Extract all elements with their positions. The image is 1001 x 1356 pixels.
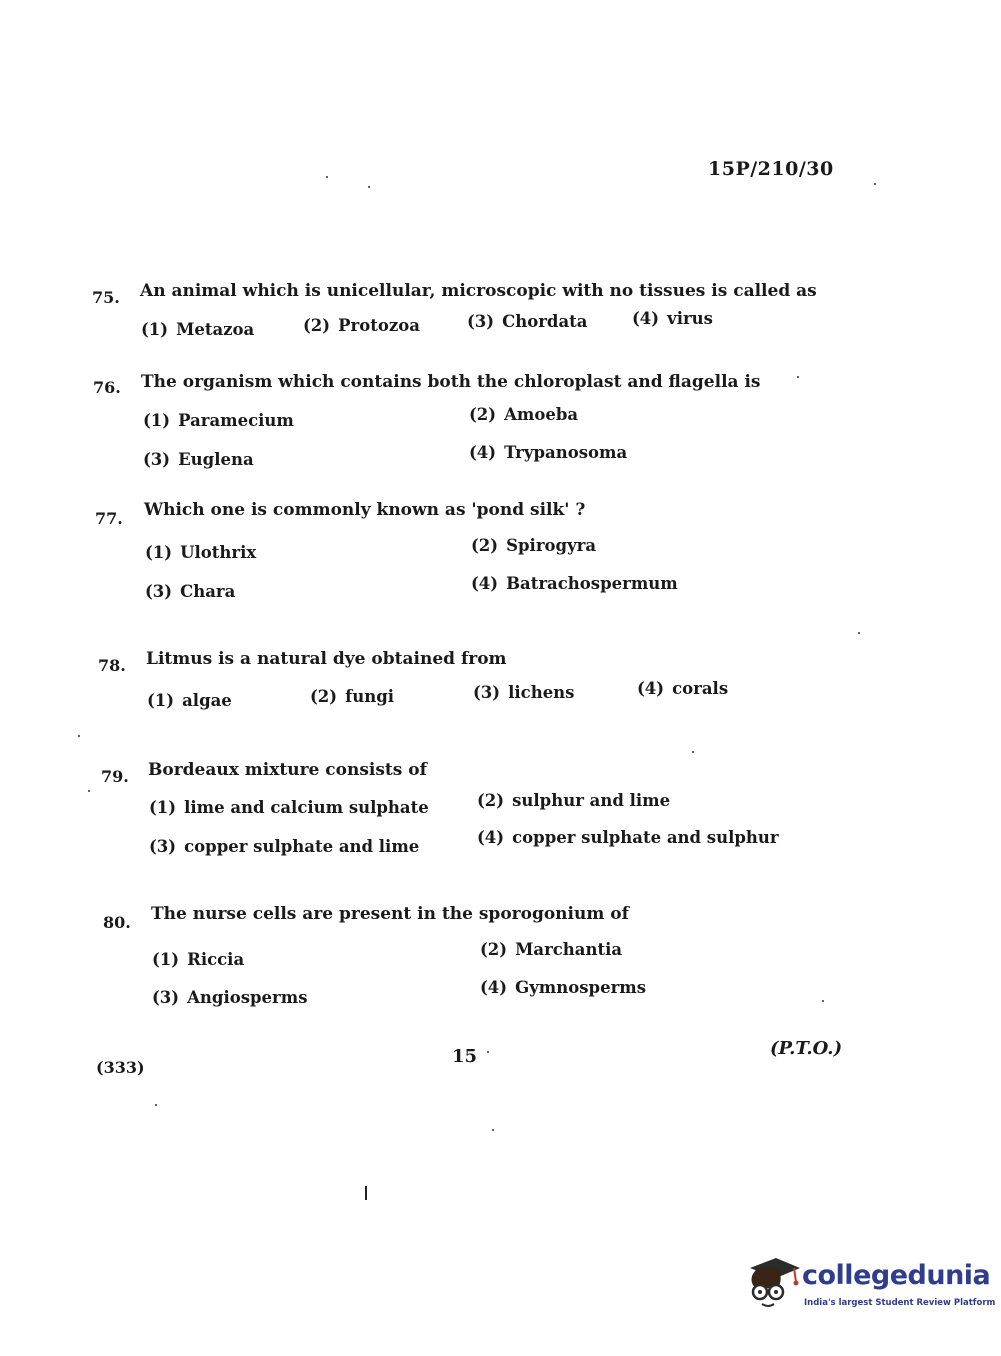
option-2: [303, 316, 420, 335]
option-text: copper sulphate and sulphur: [512, 828, 779, 847]
option-text: Trypanosoma: [504, 443, 628, 462]
scan-speck: [692, 751, 694, 753]
option-number: (1): [149, 798, 177, 817]
option-number: (1): [147, 691, 175, 710]
option-text: Gymnosperms: [515, 978, 647, 997]
option-2: [469, 405, 578, 424]
option-text: copper sulphate and lime: [184, 837, 420, 856]
option-1: [141, 320, 254, 339]
option-text: sulphur and lime: [512, 791, 671, 810]
question-text: Litmus is a natural dye obtained from: [146, 649, 507, 669]
option-2: [310, 687, 394, 706]
page-number: 15: [452, 1046, 478, 1067]
scan-speck: [368, 186, 370, 188]
pto-label: (P.T.O.): [770, 1038, 843, 1059]
option-3: [143, 450, 254, 469]
option-4: [477, 828, 779, 847]
option-number: (2): [469, 405, 497, 424]
option-text: Spirogyra: [506, 536, 597, 555]
question-text: The nurse cells are present in the sporogonium of: [151, 904, 629, 924]
option-3: [145, 582, 235, 601]
option-1: [149, 798, 429, 817]
option-3: [473, 683, 574, 702]
option-number: (4): [469, 443, 497, 462]
option-4: [480, 978, 646, 997]
option-4: [469, 443, 627, 462]
scan-speck: [78, 735, 80, 737]
scan-speck: [822, 1000, 824, 1002]
option-2: [480, 940, 622, 959]
option-text: Amoeba: [504, 405, 579, 424]
option-text: Paramecium: [178, 411, 294, 430]
option-4: [637, 679, 728, 698]
question-text: Which one is commonly known as 'pond silk' ?: [144, 500, 586, 520]
question-text: The organism which contains both the chloroplast and flagella is: [141, 372, 761, 392]
mascot-icon: [742, 1252, 802, 1312]
brand-name: collegedunia: [802, 1260, 991, 1291]
option-1: [145, 543, 256, 562]
question-number: 75.: [92, 288, 120, 307]
option-number: (1): [145, 543, 173, 562]
option-3: [152, 988, 307, 1007]
option-text: lichens: [508, 683, 575, 702]
option-number: (3): [145, 582, 173, 601]
option-2: [477, 791, 670, 810]
option-number: (4): [477, 828, 505, 847]
question-number: 80.: [103, 913, 131, 932]
footer-code: (333): [96, 1058, 145, 1077]
collegedunia-logo: [742, 1250, 996, 1330]
option-text: Euglena: [178, 450, 254, 469]
option-number: (2): [477, 791, 505, 810]
scan-speck: [492, 1129, 494, 1131]
question-text: An animal which is unicellular, microscopic with no tissues is called as: [140, 281, 817, 301]
scan-speck: [858, 632, 860, 634]
option-1: [143, 411, 294, 430]
option-1: [152, 950, 244, 969]
option-4: [632, 309, 713, 328]
option-number: (3): [152, 988, 180, 1007]
option-number: (2): [310, 687, 338, 706]
option-number: (4): [632, 309, 660, 328]
option-text: corals: [672, 679, 729, 698]
scan-speck: [326, 176, 328, 178]
option-text: Angiosperms: [187, 988, 308, 1007]
paper-code: 15P/210/30: [708, 158, 834, 180]
option-text: virus: [667, 309, 713, 328]
option-number: (1): [152, 950, 180, 969]
option-text: fungi: [345, 687, 395, 706]
scan-speck: [88, 790, 90, 792]
option-3: [149, 837, 419, 856]
scan-mark: [365, 1186, 367, 1200]
option-number: (3): [467, 312, 495, 331]
scan-speck: [874, 183, 876, 185]
option-text: Metazoa: [176, 320, 255, 339]
scan-speck: [487, 1051, 489, 1053]
option-4: [471, 574, 678, 593]
question-number: 77.: [95, 509, 123, 528]
option-number: (4): [480, 978, 508, 997]
option-text: lime and calcium sulphate: [184, 798, 429, 817]
option-text: Riccia: [187, 950, 245, 969]
scan-speck: [797, 376, 799, 378]
option-text: Protozoa: [338, 316, 420, 335]
option-number: (2): [480, 940, 508, 959]
option-number: (2): [303, 316, 331, 335]
option-2: [471, 536, 596, 555]
question-number: 78.: [98, 656, 126, 675]
option-number: (2): [471, 536, 499, 555]
option-number: (4): [637, 679, 665, 698]
option-text: Chara: [180, 582, 236, 601]
brand-tagline: India's largest Student Review Platform: [804, 1298, 996, 1308]
option-number: (3): [149, 837, 177, 856]
option-text: Ulothrix: [180, 543, 257, 562]
option-number: (4): [471, 574, 499, 593]
option-3: [467, 312, 587, 331]
option-number: (3): [143, 450, 171, 469]
question-number: 76.: [93, 378, 121, 397]
question-text: Bordeaux mixture consists of: [148, 760, 427, 780]
option-text: algae: [182, 691, 232, 710]
option-text: Batrachospermum: [506, 574, 678, 593]
option-number: (3): [473, 683, 501, 702]
scan-speck: [155, 1104, 157, 1106]
option-text: Marchantia: [515, 940, 623, 959]
option-text: Chordata: [502, 312, 588, 331]
question-number: 79.: [101, 767, 129, 786]
option-number: (1): [143, 411, 171, 430]
option-1: [147, 691, 232, 710]
option-number: (1): [141, 320, 169, 339]
